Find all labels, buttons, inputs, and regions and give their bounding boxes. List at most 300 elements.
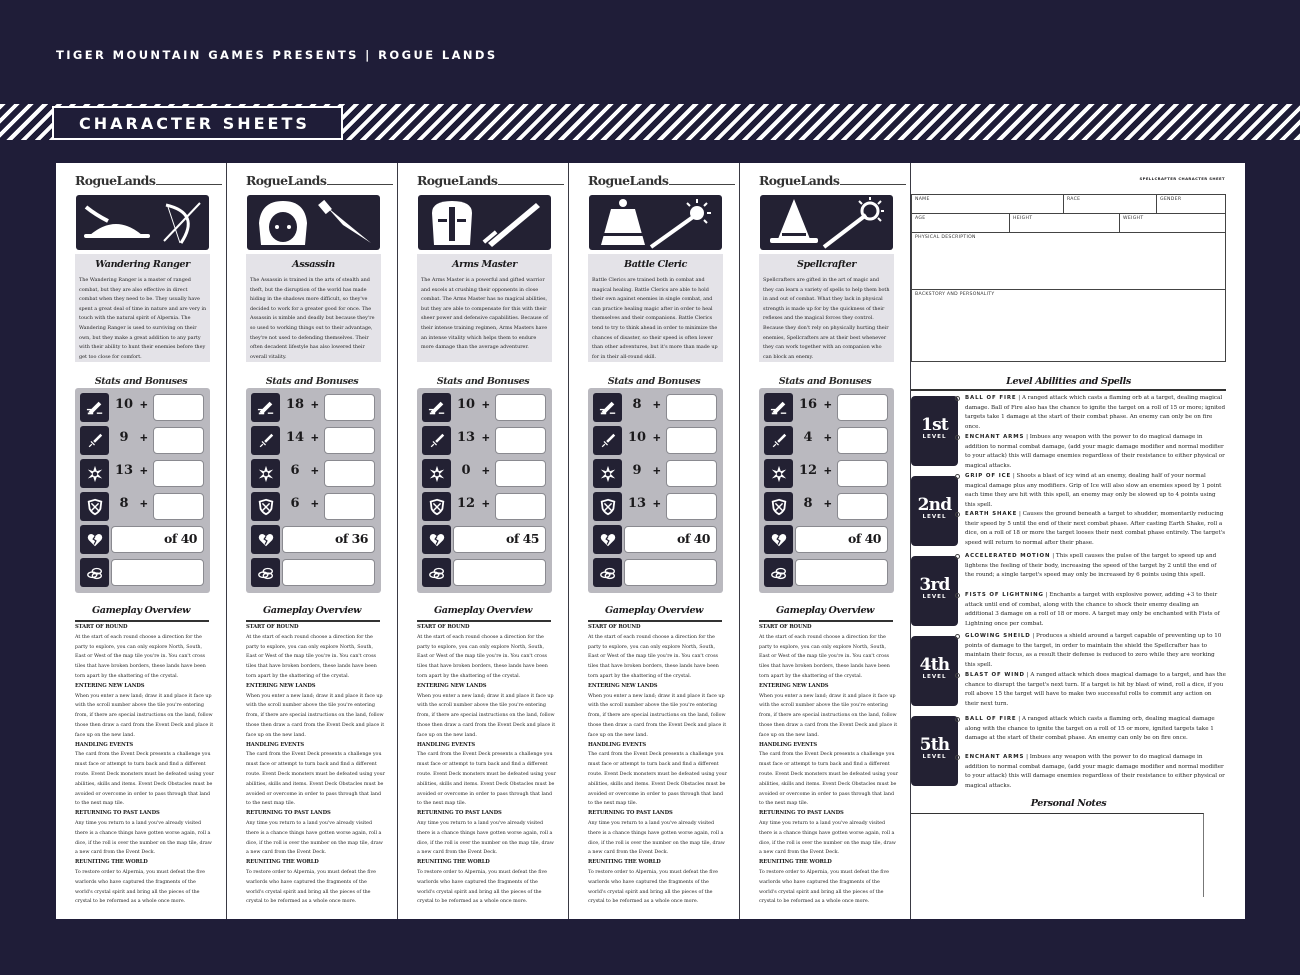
stat-row bbox=[251, 492, 375, 521]
gameplay-heading: HANDLING EVENTS bbox=[588, 741, 646, 748]
top-title: TIGER MOUNTAIN GAMES PRESENTS | ROGUE LANDS bbox=[56, 48, 498, 62]
stat-value: 0 bbox=[461, 463, 471, 478]
gameplay-heading: HANDLING EVENTS bbox=[417, 741, 475, 748]
weight-field[interactable]: WEIGHT bbox=[1120, 214, 1225, 233]
gameplay-heading: RETURNING TO PAST LANDS bbox=[759, 810, 844, 817]
spell-name: ENCHANT ARMS bbox=[965, 754, 1025, 760]
stat-value: 4 bbox=[803, 430, 813, 445]
coins-icon bbox=[593, 558, 622, 587]
gameplay-heading: REUNITING THE WORLD bbox=[417, 859, 490, 866]
stat-value: 6 bbox=[290, 496, 300, 511]
spell-description: | A ranged attack which casts a flaming orb at a target, dealing magical damage. Ball of Fire also has the chance to ignite the target on a roll of 15 or more; ignited targets take 1 damage at the start of their combat phase. An enemy can only be on fire once. bbox=[965, 395, 1226, 430]
class-description: Battle Clerics are trained both in combat and magical healing. Battle Clerics are able to hold their own against enemies in single combat, and can practice healing magic after in order to heal themselves and their companions. Battle Clerics tend to try to think ahead in order to minimize the chances of disaster, so their speed is often lower than other adventures, but it's more than made up for in their all-round skill. bbox=[592, 277, 718, 360]
stat-value: 9 bbox=[632, 463, 642, 478]
brand-rule bbox=[669, 184, 735, 185]
gameplay-heading: RETURNING TO PAST LANDS bbox=[75, 810, 160, 817]
spell-entry bbox=[965, 671, 1226, 709]
health-box[interactable]: of 40 bbox=[111, 526, 204, 553]
gameplay-overview-text bbox=[246, 623, 385, 907]
gold-box[interactable] bbox=[624, 559, 717, 586]
class-description: The Assassin is trained in the arts of stealth and theft, but the disruption of the world has made hiding in the shadows more difficult, so they've decided to work for a greater good for once. The Assassin is nimble and deadly but because they're so used to working things out to their advantage, they're not used to defending themselves. Their often decadent lifestyle has also lowered their overall vitality. bbox=[250, 277, 375, 360]
spell-name: BALL OF FIRE bbox=[965, 395, 1017, 401]
gameplay-rule bbox=[759, 620, 893, 622]
class-description-panel bbox=[246, 254, 381, 362]
class-description: The Wandering Ranger is a master of ranged combat, but they are also effective in direct combat when they need to be. They usually have spent a great deal of time in nature and are very in touch with the natural spirit of Alpernia. The Wandering Ranger is used to surviving on their own, but they make a great addition to any party with their ability to hunt their enemies before they get too close for comfort. bbox=[79, 277, 207, 360]
plus-sign: + bbox=[140, 463, 148, 478]
plus-sign: + bbox=[824, 397, 832, 412]
stat-value: 12 bbox=[798, 463, 818, 478]
spell-description: | Imbues any weapon with the power to do magical damage in addition to normal combat damage, (add your magic damage modifier and normal modifier to your attack) this will damage enemies regardless of their resistance to either physical or magical attacks. bbox=[965, 754, 1225, 789]
plus-sign: + bbox=[140, 397, 148, 412]
stat-row bbox=[251, 393, 375, 422]
health-box[interactable]: of 40 bbox=[624, 526, 717, 553]
level-word: LEVEL bbox=[922, 514, 947, 520]
bonus-input-box[interactable] bbox=[837, 460, 888, 487]
class-description: Spellcrafters are gifted in the art of magic and they can learn a variety of spells to help them both in and out of combat. What they lack in physical strength is made up for by the quickness of their reflexes and the magical forces they control. Because they don't rely on physically hurting their enemies, Spellcrafters are at their best whenever they can work together with an companion who can block an enemy. bbox=[763, 277, 890, 360]
spell-description: | A ranged attack which does magical damage to a target, and has the chance to disrupt the target's next turn. If a target is hit by blast of wind, roll a dice, if you roll above 15 the target will have to make two successful rolls to commit any action on their next turn. bbox=[965, 672, 1226, 707]
bonus-input-box[interactable] bbox=[324, 427, 375, 454]
plus-sign: + bbox=[653, 430, 661, 445]
gold-box[interactable] bbox=[453, 559, 546, 586]
brand-rule bbox=[327, 184, 393, 185]
class-description-panel bbox=[417, 254, 552, 362]
stat-row bbox=[251, 558, 375, 587]
brand-rule bbox=[840, 184, 906, 185]
bonus-input-box[interactable] bbox=[324, 394, 375, 421]
gold-box[interactable] bbox=[795, 559, 888, 586]
gameplay-paragraph: The card from the Event Deck presents a challenge you must face or attempt to turn back and find a different route. Event Deck monsters must be defeated using your abilities, skills and items. Event Deck Obstacles must be avoided or overcome in order to pass through that land to the next map tile. bbox=[75, 752, 214, 807]
health-heart-icon bbox=[80, 525, 109, 554]
plus-sign: + bbox=[482, 397, 490, 412]
health-box[interactable]: of 40 bbox=[795, 526, 888, 553]
gameplay-overview-title: Gameplay Overview bbox=[433, 605, 533, 616]
gameplay-paragraph: When you enter a new land; draw it and place it face up with the scroll number above the tile you're entering from, if there are special instructions on the land, follow those then draw a card from the Event Deck and place it face up on the new land. bbox=[588, 693, 727, 738]
brand-rule bbox=[498, 184, 564, 185]
level-rule bbox=[911, 389, 1226, 391]
spell-name: ENCHANT ARMS bbox=[965, 434, 1025, 440]
gameplay-paragraph: Any time you return to a land you've already visited there is a chance things have gotten worse again, roll a dice, if the roll is over the number on the map tile, draw a new card from the Event Deck. bbox=[417, 820, 554, 856]
level-word: LEVEL bbox=[922, 674, 947, 680]
stat-row bbox=[422, 525, 546, 554]
bonus-input-box[interactable] bbox=[324, 460, 375, 487]
stat-row bbox=[593, 525, 717, 554]
ranger-hat-and-bow-icon bbox=[76, 195, 209, 250]
spellcrafter-character-sheet bbox=[911, 163, 1245, 919]
bonus-input-box[interactable] bbox=[153, 493, 204, 520]
spell-checkbox[interactable] bbox=[955, 435, 960, 440]
gameplay-heading: ENTERING NEW LANDS bbox=[759, 682, 829, 689]
class-column bbox=[740, 163, 911, 919]
stat-value: 10 bbox=[114, 397, 134, 412]
level-badge bbox=[911, 396, 958, 466]
spell-description: | Produces a shield around a target capable of preventing up to 10 points of damage to the target, in order to maintain the shield the Spellcrafter has to maintain their focus, as a result their defense is reduced to zero while they are working this spell. bbox=[965, 633, 1222, 668]
spell-description: | Shoots a blast of icy wind at an enemy, dealing half of your normal magical damage plus any modifiers. Grip of Ice will also slow an enemies speed by 1 point each time they are hit with this spell, an enemy may only be slowed up to 4 points using this spell. bbox=[965, 473, 1222, 508]
speed-icon bbox=[251, 393, 280, 422]
plus-sign: + bbox=[311, 397, 319, 412]
gameplay-heading: HANDLING EVENTS bbox=[759, 741, 817, 748]
plus-sign: + bbox=[140, 496, 148, 511]
level-word: LEVEL bbox=[922, 754, 947, 760]
attack-dagger-icon bbox=[251, 426, 280, 455]
class-name: Assassin bbox=[292, 259, 335, 270]
gameplay-heading: START OF ROUND bbox=[75, 624, 128, 630]
gameplay-heading: START OF ROUND bbox=[417, 624, 470, 630]
speed-icon bbox=[80, 393, 109, 422]
stat-row bbox=[80, 393, 204, 422]
coins-icon bbox=[251, 558, 280, 587]
gameplay-heading: RETURNING TO PAST LANDS bbox=[246, 810, 331, 817]
level-abilities-title: Level Abilities and Spells bbox=[1006, 376, 1131, 387]
bonus-input-box[interactable] bbox=[495, 394, 546, 421]
spell-entry bbox=[965, 552, 1226, 581]
bonus-input-box[interactable] bbox=[837, 493, 888, 520]
spell-checkbox[interactable] bbox=[955, 474, 960, 479]
stats-title: Stats and Bonuses bbox=[436, 376, 530, 387]
attack-dagger-icon bbox=[80, 426, 109, 455]
gameplay-paragraph: To restore order to Alpernia, you must defeat the five warlords who have captured the fragments of the world's crystal spirit and bring all the pieces of the crystal to be reformed as a whole once more. bbox=[588, 869, 719, 905]
class-column bbox=[56, 163, 227, 919]
gameplay-heading: RETURNING TO PAST LANDS bbox=[417, 810, 502, 817]
health-box[interactable]: of 36 bbox=[282, 526, 375, 553]
attack-dagger-icon bbox=[764, 426, 793, 455]
bonus-input-box[interactable] bbox=[153, 460, 204, 487]
backstory-field[interactable]: BACKSTORY AND PERSONALITY bbox=[915, 292, 995, 297]
spell-name: GLOWING SHEILD bbox=[965, 633, 1031, 639]
personal-notes-title: Personal Notes bbox=[1030, 798, 1107, 809]
rogue-lands-logo: RogueLands bbox=[759, 173, 840, 188]
stat-row bbox=[422, 459, 546, 488]
defense-shield-icon bbox=[80, 492, 109, 521]
stat-value: 13 bbox=[114, 463, 134, 478]
stat-value: 16 bbox=[798, 397, 818, 412]
section-title: CHARACTER SHEETS bbox=[52, 106, 343, 140]
defense-shield-icon bbox=[251, 492, 280, 521]
bonus-input-box[interactable] bbox=[837, 427, 888, 454]
class-column bbox=[398, 163, 569, 919]
health-heart-icon bbox=[251, 525, 280, 554]
gameplay-overview-text bbox=[759, 623, 898, 907]
spell-entry bbox=[965, 510, 1226, 548]
rogue-lands-logo: RogueLands bbox=[417, 173, 498, 188]
gameplay-rule bbox=[417, 620, 551, 622]
class-name: Spellcrafter bbox=[796, 259, 857, 270]
gameplay-paragraph: When you enter a new land; draw it and place it face up with the scroll number above the tile you're entering from, if there are special instructions on the land, follow those then draw a card from the Event Deck and place it face up on the new land. bbox=[246, 693, 385, 738]
gameplay-paragraph: At the start of each round choose a direction for the party to explore, you can only explore North, South, East or West of the map tile you're in. You can't cross tiles that have broken borders, these lands have been torn apart by the shattering of the crystal. bbox=[75, 634, 206, 679]
class-description-panel bbox=[75, 254, 210, 362]
stat-row bbox=[251, 426, 375, 455]
stat-row bbox=[764, 393, 888, 422]
magic-burst-icon bbox=[422, 459, 451, 488]
spell-checkbox[interactable] bbox=[955, 593, 960, 598]
stat-row bbox=[593, 459, 717, 488]
gameplay-heading: ENTERING NEW LANDS bbox=[246, 682, 316, 689]
gameplay-heading: REUNITING THE WORLD bbox=[588, 859, 661, 866]
character-sheets-page bbox=[56, 163, 1245, 919]
stat-row bbox=[80, 426, 204, 455]
spell-name: ACCELERATED MOTION bbox=[965, 553, 1051, 559]
bonus-input-box[interactable] bbox=[666, 460, 717, 487]
stat-row bbox=[422, 558, 546, 587]
speed-icon bbox=[422, 393, 451, 422]
helmet-and-sword-icon bbox=[418, 195, 551, 250]
plus-sign: + bbox=[824, 463, 832, 478]
cleric-hat-and-mace-icon bbox=[589, 195, 722, 250]
speed-icon bbox=[593, 393, 622, 422]
gold-box[interactable] bbox=[282, 559, 375, 586]
spell-name: GRIP OF ICE bbox=[965, 473, 1012, 479]
plus-sign: + bbox=[482, 496, 490, 511]
rogue-lands-logo: RogueLands bbox=[246, 173, 327, 188]
height-field[interactable]: HEIGHT bbox=[1010, 214, 1120, 233]
spell-description: | Enchants a target with explosive power, adding +3 to their attack until end of combat, along with the chance to shock their enemy dealing an additional 3 damage on a roll of 18 or more. A target may only be enchanted with Fists of Lightning once per combat. bbox=[965, 592, 1220, 627]
gameplay-paragraph: When you enter a new land; draw it and place it face up with the scroll number above the tile you're entering from, if there are special instructions on the land, follow those then draw a card from the Event Deck and place it face up on the new land. bbox=[75, 693, 214, 738]
class-description: The Arms Master is a powerful and gifted warrior and excels at crushing their opponents in close combat. The Arms Master has no magical abilities, but they are able to compensate for this with their sheer power and defensive capabilities. Because of their intense training regimen, Arms Masters have an intense vitality which helps them to endure more damage than the average adventurer. bbox=[421, 277, 548, 351]
gameplay-heading: REUNITING THE WORLD bbox=[75, 859, 148, 866]
bonus-input-box[interactable] bbox=[153, 427, 204, 454]
class-column bbox=[569, 163, 740, 919]
gameplay-heading: ENTERING NEW LANDS bbox=[588, 682, 658, 689]
stat-value: 8 bbox=[119, 496, 129, 511]
stat-value: 10 bbox=[627, 430, 647, 445]
gameplay-rule bbox=[588, 620, 722, 622]
gameplay-paragraph: When you enter a new land; draw it and place it face up with the scroll number above the tile you're entering from, if there are special instructions on the land, follow those then draw a card from the Event Deck and place it face up on the new land. bbox=[417, 693, 556, 738]
class-name: Battle Cleric bbox=[623, 259, 687, 270]
gameplay-paragraph: Any time you return to a land you've already visited there is a chance things have gotten worse again, roll a dice, if the roll is over the number on the map tile, draw a new card from the Event Deck. bbox=[759, 820, 896, 856]
bonus-input-box[interactable] bbox=[495, 427, 546, 454]
class-name: Arms Master bbox=[452, 259, 517, 270]
stats-title: Stats and Bonuses bbox=[778, 376, 872, 387]
magic-burst-icon bbox=[251, 459, 280, 488]
gameplay-paragraph: To restore order to Alpernia, you must defeat the five warlords who have captured the fragments of the world's crystal spirit and bring all the pieces of the crystal to be reformed as a whole once more. bbox=[759, 869, 890, 905]
gameplay-paragraph: At the start of each round choose a direction for the party to explore, you can only explore North, South, East or West of the map tile you're in. You can't cross tiles that have broken borders, these lands have been torn apart by the shattering of the crystal. bbox=[417, 634, 548, 679]
spell-entry bbox=[965, 715, 1226, 744]
defense-shield-icon bbox=[593, 492, 622, 521]
stats-panel bbox=[588, 388, 723, 593]
character-details-form bbox=[911, 194, 1226, 362]
magic-burst-icon bbox=[80, 459, 109, 488]
plus-sign: + bbox=[653, 496, 661, 511]
bonus-input-box[interactable] bbox=[666, 493, 717, 520]
level-word: LEVEL bbox=[922, 434, 947, 440]
stat-row bbox=[80, 492, 204, 521]
gameplay-heading: HANDLING EVENTS bbox=[246, 741, 304, 748]
spell-name: FISTS OF LIGHTNING bbox=[965, 592, 1044, 598]
plus-sign: + bbox=[311, 430, 319, 445]
level-badge bbox=[911, 716, 958, 786]
gameplay-heading: RETURNING TO PAST LANDS bbox=[588, 810, 673, 817]
level-number: 5th bbox=[919, 735, 950, 755]
stats-panel bbox=[417, 388, 552, 593]
gameplay-heading: REUNITING THE WORLD bbox=[759, 859, 832, 866]
race-field[interactable]: RACE bbox=[1064, 195, 1157, 214]
coins-icon bbox=[80, 558, 109, 587]
spell-checkbox[interactable] bbox=[955, 755, 960, 760]
spell-entry bbox=[965, 632, 1226, 670]
stat-row bbox=[80, 525, 204, 554]
spell-entry bbox=[965, 591, 1226, 629]
spell-name: BLAST OF WIND bbox=[965, 672, 1025, 678]
gameplay-paragraph: To restore order to Alpernia, you must defeat the five warlords who have captured the fragments of the world's crystal spirit and bring all the pieces of the crystal to be reformed as a whole once more. bbox=[417, 869, 548, 905]
personal-notes-area[interactable] bbox=[911, 813, 1204, 897]
spell-entry bbox=[965, 394, 1226, 432]
gameplay-paragraph: Any time you return to a land you've already visited there is a chance things have gotten worse again, roll a dice, if the roll is over the number on the map tile, draw a new card from the Event Deck. bbox=[75, 820, 212, 856]
spell-description: | Imbues any weapon with the power to do magical damage in addition to normal combat damage, (add your magic damage modifier and normal modifier to your attack) this will damage enemies regardless of their resistance to either physical or magical attacks. bbox=[965, 434, 1225, 469]
stat-value: 6 bbox=[290, 463, 300, 478]
class-name: Wandering Ranger bbox=[95, 259, 190, 270]
stat-value: 9 bbox=[119, 430, 129, 445]
stats-panel bbox=[759, 388, 894, 593]
gameplay-rule bbox=[75, 620, 209, 622]
stat-row bbox=[422, 492, 546, 521]
stat-value: 8 bbox=[803, 496, 813, 511]
spell-checkbox[interactable] bbox=[955, 717, 960, 722]
brand-rule bbox=[156, 184, 222, 185]
stat-row bbox=[251, 525, 375, 554]
gameplay-overview-text bbox=[417, 623, 556, 907]
stat-row bbox=[80, 558, 204, 587]
level-number: 2nd bbox=[917, 495, 952, 515]
level-number: 4th bbox=[919, 655, 950, 675]
gameplay-paragraph: When you enter a new land; draw it and place it face up with the scroll number above the tile you're entering from, if there are special instructions on the land, follow those then draw a card from the Event Deck and place it face up on the new land. bbox=[759, 693, 898, 738]
bonus-input-box[interactable] bbox=[495, 460, 546, 487]
stat-row bbox=[764, 492, 888, 521]
bonus-input-box[interactable] bbox=[837, 394, 888, 421]
gameplay-paragraph: To restore order to Alpernia, you must defeat the five warlords who have captured the fragments of the world's crystal spirit and bring all the pieces of the crystal to be reformed as a whole once more. bbox=[246, 869, 377, 905]
spell-checkbox[interactable] bbox=[955, 634, 960, 639]
bonus-input-box[interactable] bbox=[324, 493, 375, 520]
gameplay-heading: ENTERING NEW LANDS bbox=[75, 682, 145, 689]
stat-value: 8 bbox=[632, 397, 642, 412]
attack-dagger-icon bbox=[422, 426, 451, 455]
health-heart-icon bbox=[422, 525, 451, 554]
gameplay-paragraph: At the start of each round choose a direction for the party to explore, you can only explore North, South, East or West of the map tile you're in. You can't cross tiles that have broken borders, these lands have been torn apart by the shattering of the crystal. bbox=[759, 634, 890, 679]
bonus-input-box[interactable] bbox=[153, 394, 204, 421]
stats-panel bbox=[75, 388, 210, 593]
health-heart-icon bbox=[764, 525, 793, 554]
plus-sign: + bbox=[311, 496, 319, 511]
spell-checkbox[interactable] bbox=[955, 512, 960, 517]
gameplay-overview-text bbox=[75, 623, 214, 907]
level-badge bbox=[911, 556, 958, 626]
plus-sign: + bbox=[824, 430, 832, 445]
stat-value: 18 bbox=[285, 397, 305, 412]
stat-row bbox=[251, 459, 375, 488]
stat-value: 14 bbox=[285, 430, 305, 445]
spell-entry bbox=[965, 472, 1226, 510]
stat-row bbox=[422, 426, 546, 455]
coins-icon bbox=[422, 558, 451, 587]
stat-row bbox=[593, 393, 717, 422]
sheet-label: SPELLCRAFTER CHARACTER SHEET bbox=[1139, 176, 1225, 181]
gameplay-overview-title: Gameplay Overview bbox=[604, 605, 704, 616]
level-badge bbox=[911, 476, 958, 546]
spell-entry bbox=[965, 753, 1226, 791]
gameplay-overview-title: Gameplay Overview bbox=[91, 605, 191, 616]
bonus-input-box[interactable] bbox=[495, 493, 546, 520]
spell-checkbox[interactable] bbox=[955, 396, 960, 401]
bonus-input-box[interactable] bbox=[666, 427, 717, 454]
gameplay-paragraph: At the start of each round choose a direction for the party to explore, you can only explore North, South, East or West of the map tile you're in. You can't cross tiles that have broken borders, these lands have been torn apart by the shattering of the crystal. bbox=[588, 634, 719, 679]
gameplay-heading: HANDLING EVENTS bbox=[75, 741, 133, 748]
gameplay-overview-title: Gameplay Overview bbox=[775, 605, 875, 616]
gameplay-paragraph: Any time you return to a land you've already visited there is a chance things have gotten worse again, roll a dice, if the roll is over the number on the map tile, draw a new card from the Event Deck. bbox=[588, 820, 725, 856]
stats-title: Stats and Bonuses bbox=[94, 376, 188, 387]
magic-burst-icon bbox=[593, 459, 622, 488]
defense-shield-icon bbox=[764, 492, 793, 521]
rogue-lands-logo: RogueLands bbox=[588, 173, 669, 188]
stat-row bbox=[764, 459, 888, 488]
health-heart-icon bbox=[593, 525, 622, 554]
spell-checkbox[interactable] bbox=[955, 673, 960, 678]
gameplay-paragraph: At the start of each round choose a direction for the party to explore, you can only explore North, South, East or West of the map tile you're in. You can't cross tiles that have broken borders, these lands have been torn apart by the shattering of the crystal. bbox=[246, 634, 377, 679]
speed-icon bbox=[764, 393, 793, 422]
bonus-input-box[interactable] bbox=[666, 394, 717, 421]
wizard-hat-and-staff-icon bbox=[760, 195, 893, 250]
spell-checkbox[interactable] bbox=[955, 554, 960, 559]
stat-row bbox=[764, 525, 888, 554]
gameplay-paragraph: Any time you return to a land you've already visited there is a chance things have gotten worse again, roll a dice, if the roll is over the number on the map tile, draw a new card from the Event Deck. bbox=[246, 820, 383, 856]
stat-value: 12 bbox=[456, 496, 476, 511]
plus-sign: + bbox=[482, 463, 490, 478]
stats-panel bbox=[246, 388, 381, 593]
gameplay-overview-title: Gameplay Overview bbox=[262, 605, 362, 616]
plus-sign: + bbox=[824, 496, 832, 511]
gameplay-rule bbox=[246, 620, 380, 622]
gameplay-paragraph: The card from the Event Deck presents a challenge you must face or attempt to turn back and find a different route. Event Deck monsters must be defeated using your abilities, skills and items. Event Deck Obstacles must be avoided or overcome in order to pass through that land to the next map tile. bbox=[759, 752, 898, 807]
rogue-lands-logo: RogueLands bbox=[75, 173, 156, 188]
plus-sign: + bbox=[653, 397, 661, 412]
stat-row bbox=[593, 492, 717, 521]
plus-sign: + bbox=[653, 463, 661, 478]
spell-entry bbox=[965, 433, 1226, 471]
physical-description-field[interactable]: PHYSICAL DESCRIPTION bbox=[912, 233, 1225, 290]
stat-value: 10 bbox=[456, 397, 476, 412]
hooded-assassin-and-dagger-icon bbox=[247, 195, 380, 250]
age-field[interactable]: AGE bbox=[912, 214, 1010, 233]
gold-box[interactable] bbox=[111, 559, 204, 586]
stat-row bbox=[422, 393, 546, 422]
level-badge bbox=[911, 636, 958, 706]
coins-icon bbox=[764, 558, 793, 587]
class-description-panel bbox=[759, 254, 894, 362]
name-field[interactable]: NAME bbox=[912, 195, 1064, 214]
plus-sign: + bbox=[140, 430, 148, 445]
stat-row bbox=[80, 459, 204, 488]
health-box[interactable]: of 45 bbox=[453, 526, 546, 553]
spell-name: EARTH SHAKE bbox=[965, 511, 1018, 517]
level-number: 3rd bbox=[919, 575, 950, 595]
attack-dagger-icon bbox=[593, 426, 622, 455]
level-number: 1st bbox=[921, 415, 948, 435]
gameplay-heading: START OF ROUND bbox=[588, 624, 641, 630]
spell-name: BALL OF FIRE bbox=[965, 716, 1017, 722]
spell-description: | A ranged attack which casts a flaming orb, dealing magical damage along with the chance to ignite the target on a roll of 15 or more, ignited targets take 1 damage at the start of their combat phase. An enemy can only be on fire once. bbox=[965, 716, 1215, 741]
gender-field[interactable]: GENDER bbox=[1157, 195, 1225, 214]
stats-title: Stats and Bonuses bbox=[265, 376, 359, 387]
gameplay-paragraph: The card from the Event Deck presents a challenge you must face or attempt to turn back and find a different route. Event Deck monsters must be defeated using your abilities, skills and items. Event Deck Obstacles must be avoided or overcome in order to pass through that land to the next map tile. bbox=[246, 752, 385, 807]
stat-row bbox=[764, 426, 888, 455]
spell-description: | This spell causes the pulse of the target to speed up and lightens the feeling of their body, increasing the speed of the target by 2 until the end of the round; a single target's speed may only be increased by 6 points using this spell. bbox=[965, 553, 1217, 578]
plus-sign: + bbox=[311, 463, 319, 478]
gameplay-heading: ENTERING NEW LANDS bbox=[417, 682, 487, 689]
stat-value: 13 bbox=[456, 430, 476, 445]
level-word: LEVEL bbox=[922, 594, 947, 600]
stat-row bbox=[593, 426, 717, 455]
gameplay-paragraph: The card from the Event Deck presents a challenge you must face or attempt to turn back and find a different route. Event Deck monsters must be defeated using your abilities, skills and items. Event Deck Obstacles must be avoided or overcome in order to pass through that land to the next map tile. bbox=[588, 752, 727, 807]
gameplay-paragraph: To restore order to Alpernia, you must defeat the five warlords who have captured the fragments of the world's crystal spirit and bring all the pieces of the crystal to be reformed as a whole once more. bbox=[75, 869, 206, 905]
plus-sign: + bbox=[482, 430, 490, 445]
defense-shield-icon bbox=[422, 492, 451, 521]
